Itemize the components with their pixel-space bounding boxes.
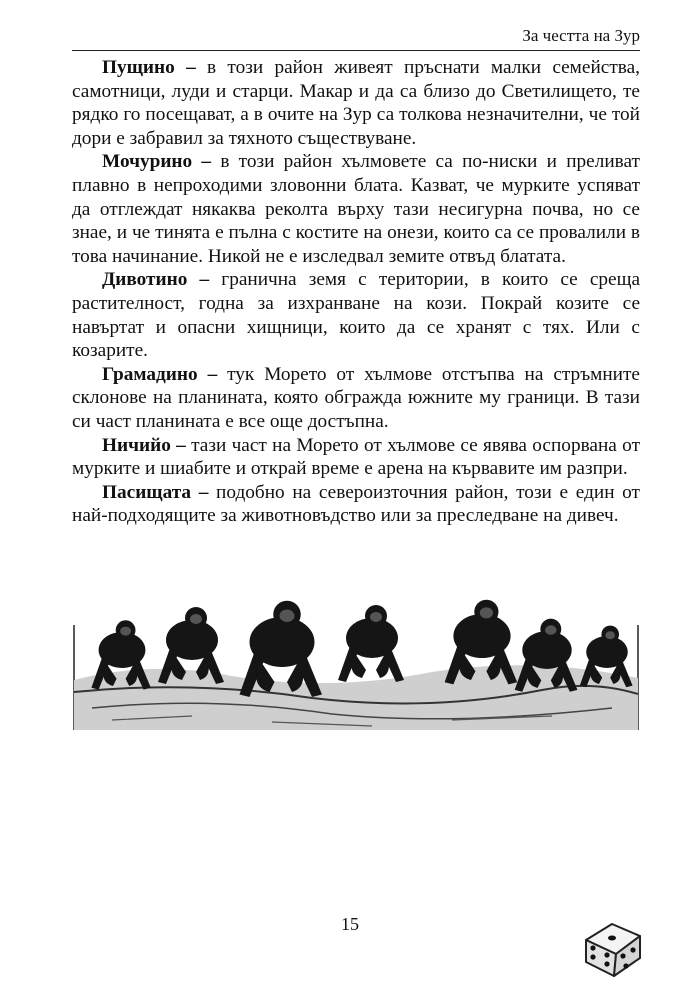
running-head-title: За честта на Зур [522, 26, 640, 45]
term-pasishtata: Пасищата – [102, 481, 209, 503]
main-text [72, 56, 640, 528]
paragraph-gramadino [72, 363, 640, 434]
term-nichiyo: Ничийо – [102, 434, 186, 456]
paragraph-divotino [72, 268, 640, 362]
desc-mochurino: в този район хълмовете са по-ниски и преливат плавно в непроходими зловонни блата. Казват, че мурките успяват да отглеждат някаква реколта върху тази несигурна почва, но се знае, и че тинята е пълна с костите на онези, които са се провалили в това начинание. Никой не е изследвал земите отвъд блатата. [72, 151, 640, 267]
paragraph-pasishtata [72, 481, 640, 528]
term-divotino: Дивотино – [102, 269, 210, 291]
desc-pushtino: в този район живеят пръснати малки семейства, самотници, луди и старци. Макар и да са близо до Светилището, те рядко го посещават, а в очите на Зур са толкова незначителни, че той дори е забравил за тяхното съществуване. [72, 57, 640, 149]
desc-pasishtata: подобно на североизточния район, този е един от най-подходящите за животновъдство или за преследване на дивеч. [72, 481, 640, 527]
creatures-illustration [72, 580, 640, 730]
term-mochurino: Мочурино – [102, 151, 212, 173]
die-icon [578, 910, 648, 980]
desc-nichiyo: тази част на Морето от хълмове се явява оспорвана от мурките и шиабите и открай време е арена на кървавите им разпри. [72, 434, 640, 480]
desc-divotino: гранична земя с територии, в които се среща растителност, годна за изхранване на кози. Покрай козите се навъртат и опасни хищници, които да се хранят с тях. Или с козарите. [72, 269, 640, 362]
term-pushtino: Пущино – [102, 57, 196, 78]
desc-gramadino: тук Морето от хълмове отстъпва на стръмните склонове на планината, която обгражда южните му граници. В тази си част планината е все още достъпна. [72, 363, 640, 432]
paragraph-pushtino [72, 56, 640, 150]
paragraph-mochurino [72, 150, 640, 268]
page-number: 15 [341, 914, 359, 934]
header-rule [72, 50, 640, 51]
term-gramadino: Грамадино – [102, 363, 218, 385]
paragraph-nichiyo [72, 434, 640, 481]
